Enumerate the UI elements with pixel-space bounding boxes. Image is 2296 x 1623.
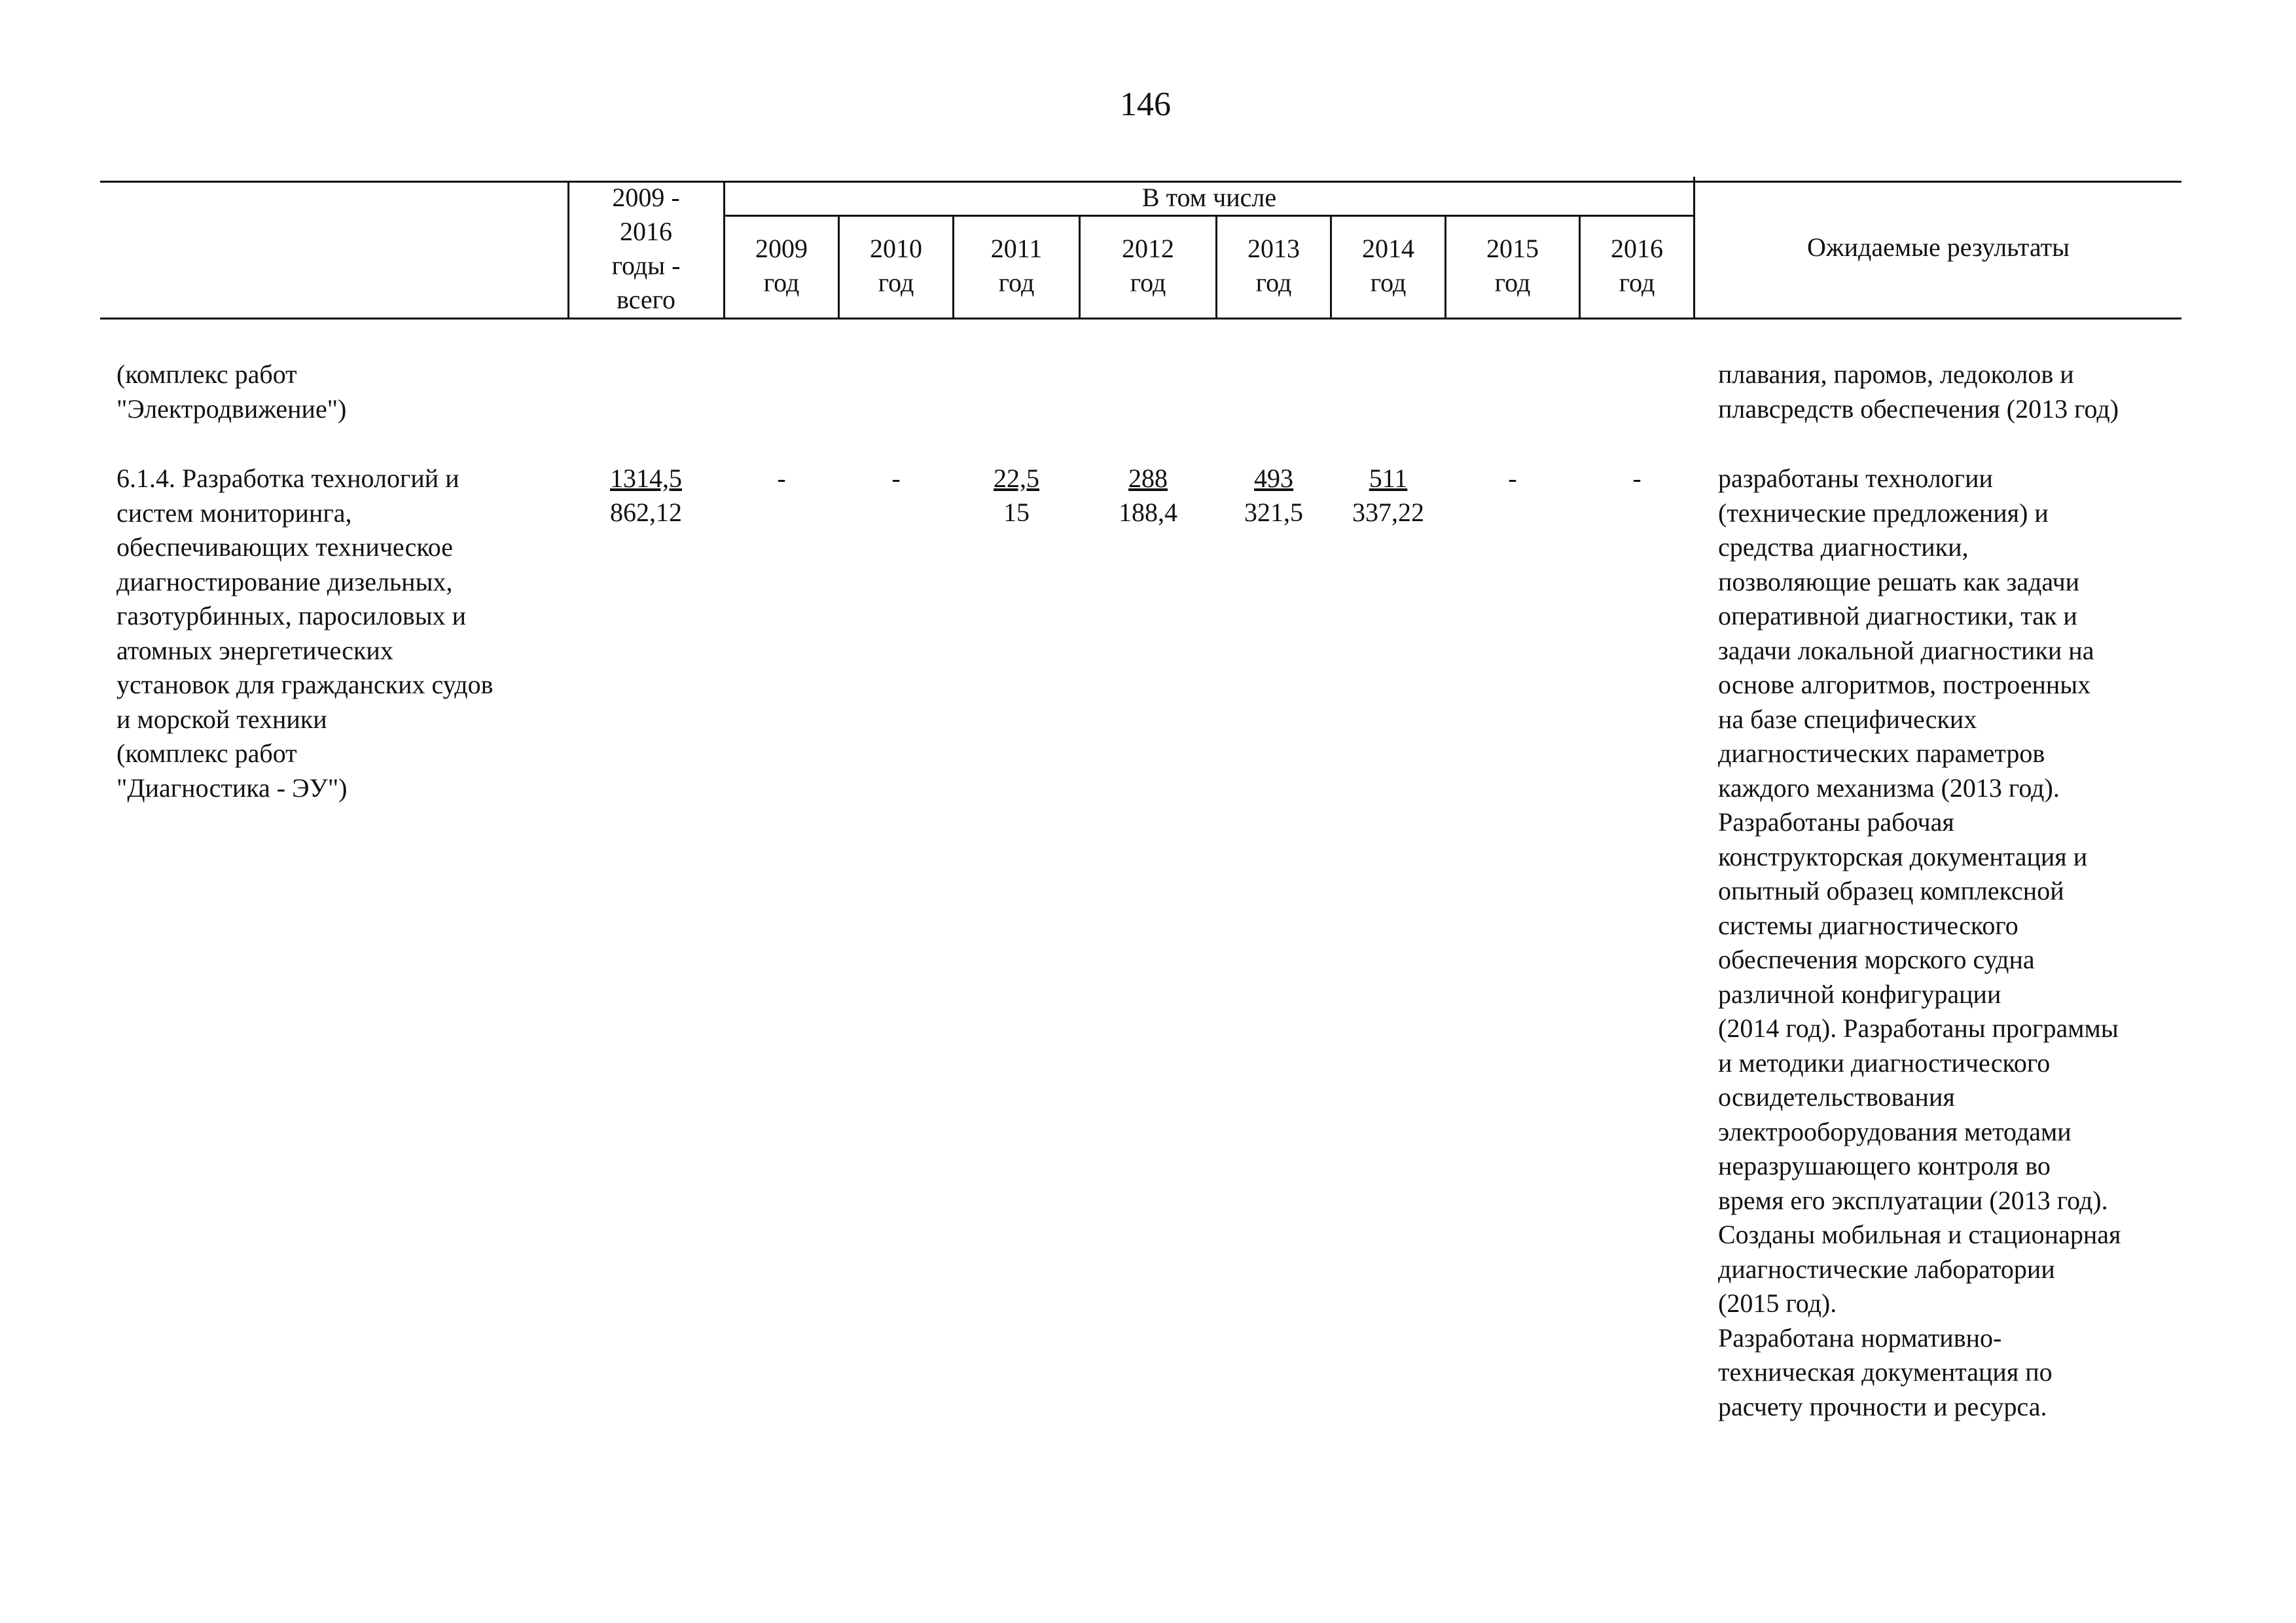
value-top: -: [891, 464, 901, 493]
header-year-2013: [1217, 232, 1330, 300]
value-top: 511: [1369, 464, 1408, 493]
row-2015: [1446, 462, 1579, 496]
group-divider-rule: [723, 215, 1693, 217]
value-bottom: 862,12: [610, 498, 682, 527]
header-results: Ожидаемые результаты: [1807, 232, 2070, 262]
header-bottom-rule: [100, 318, 2181, 319]
year-label: 2014: [1362, 234, 1414, 263]
row-2010: [840, 462, 952, 496]
year-unit: год: [1370, 268, 1407, 297]
row-results: разработаны технологии (технические предложения) и средства диагностики, позволяющие решать как задачи оперативной диагностики, так и задачи локальной диагностики на основе алгоритмов, построенных на базе специфических диагностических параметров каждого механизма (2013 год). Разработаны рабочая конструкторская документация и опытный образец комплексной системы диагностического обеспечения морского судна различной конфигурации (2014 год). Разработаны программы и методики диагностического освидетельствования электрооборудования методами неразрушающего контроля во время его эксплуатации (2013 год). Созданы мобильная и стационарная диагностические лаборатории (2015 год). Разработана нормативно- техническая документация по расчету прочности и ресурса.: [1718, 464, 2121, 1421]
value-top: 288: [1128, 464, 1168, 493]
header-total-line: 2009 -: [612, 183, 680, 212]
value-bottom: 321,5: [1244, 498, 1303, 527]
header-year-2009: [725, 232, 838, 300]
header-year-2016: [1581, 232, 1693, 300]
year-label: 2009: [755, 234, 808, 263]
continuation-results: плавания, паромов, ледоколов и плавсредств обеспечения (2013 год): [1718, 359, 2119, 424]
value-top: -: [1632, 464, 1641, 493]
row-total: [569, 462, 723, 530]
year-unit: год: [998, 268, 1035, 297]
header-total: [569, 181, 723, 317]
year-label: 2016: [1611, 234, 1663, 263]
row-2013: [1217, 462, 1330, 530]
header-total-line: годы -: [611, 251, 681, 280]
header-year-2014: [1332, 232, 1444, 300]
header-year-2012: [1081, 232, 1215, 300]
value-top: 1314,5: [610, 464, 682, 493]
year-unit: год: [1619, 268, 1655, 297]
row-2012: [1081, 462, 1215, 530]
value-top: -: [1508, 464, 1517, 493]
year-unit: год: [1494, 268, 1531, 297]
continuation-name: (комплекс работ "Электродвижение"): [117, 359, 347, 424]
year-unit: год: [1130, 268, 1166, 297]
year-label: 2015: [1486, 234, 1539, 263]
year-label: 2010: [870, 234, 922, 263]
year-unit: год: [878, 268, 914, 297]
header-year-2011: [954, 232, 1079, 300]
value-bottom: 15: [1003, 498, 1030, 527]
header-year-2010: [840, 232, 952, 300]
value-top: 493: [1254, 464, 1293, 493]
value-bottom: 337,22: [1352, 498, 1424, 527]
year-label: 2013: [1247, 234, 1300, 263]
header-group-label: В том числе: [1141, 183, 1277, 212]
page-number: 146: [1120, 86, 1171, 123]
row-2014: [1332, 462, 1444, 530]
year-label: 2011: [990, 234, 1043, 263]
year-unit: год: [763, 268, 800, 297]
header-total-line: 2016: [620, 217, 672, 246]
value-top: 22,5: [994, 464, 1039, 493]
row-name: 6.1.4. Разработка технологий и систем мониторинга, обеспечивающих техническое диагностирование дизельных, газотурбинных, паросиловых и атомных энергетических установок для гражданских судов и морской техники (комплекс работ "Диагностика - ЭУ"): [117, 464, 493, 803]
value-bottom: 188,4: [1119, 498, 1177, 527]
row-2011: [954, 462, 1079, 530]
row-2016: [1581, 462, 1693, 496]
row-2009: [725, 462, 838, 496]
header-total-line: всего: [616, 285, 676, 314]
year-label: 2012: [1122, 234, 1174, 263]
value-top: -: [777, 464, 786, 493]
year-unit: год: [1255, 268, 1292, 297]
header-year-2015: [1446, 232, 1579, 300]
